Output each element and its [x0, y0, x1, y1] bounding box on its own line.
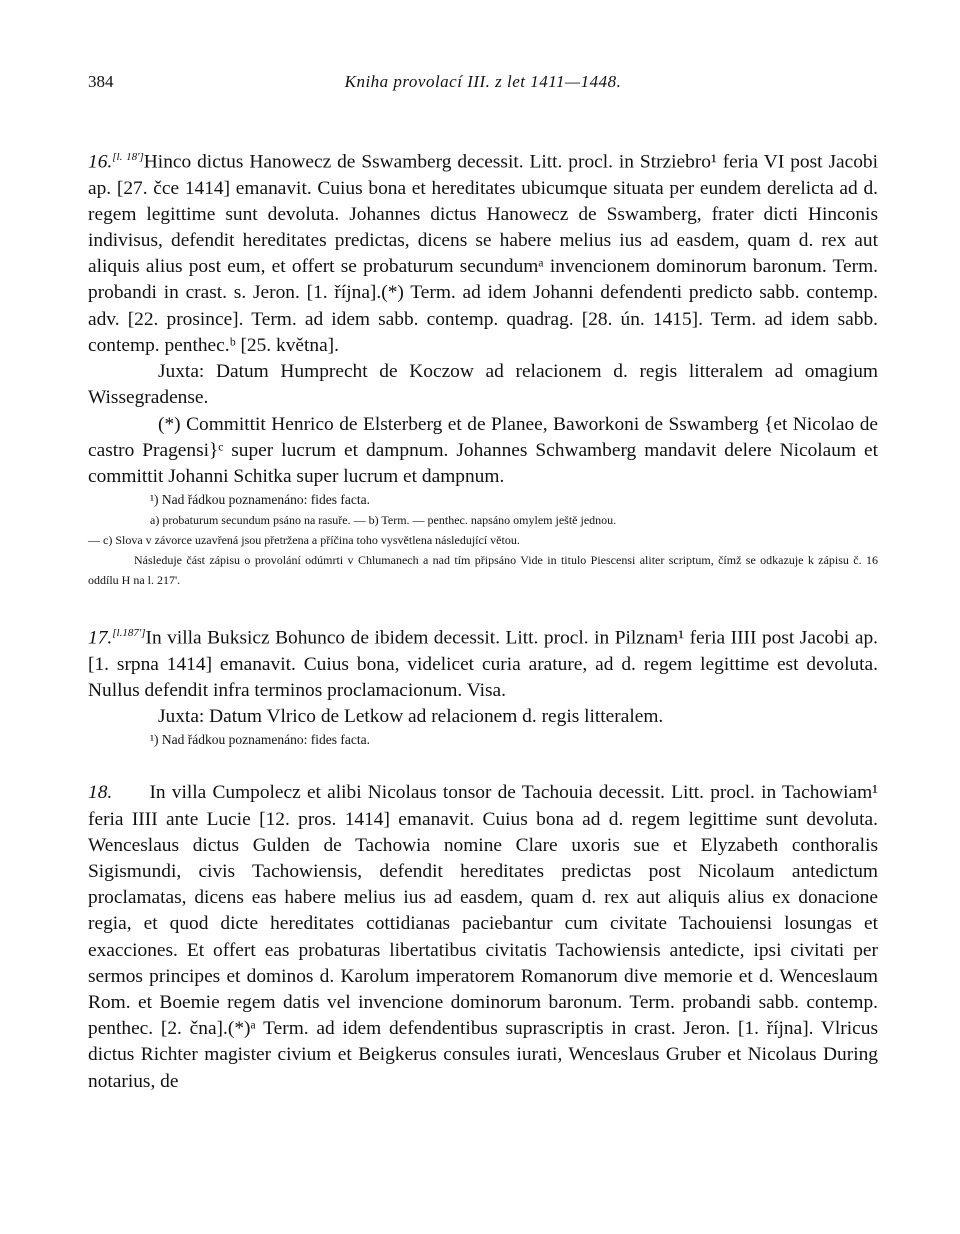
footnote-1: ¹) Nad řádkou poznamenáno: fides facta. — [150, 732, 370, 748]
footnote-c: — c) Slova v závorce uzavřená jsou přetržena a příčina toho vysvětlena následující větou. — [88, 533, 520, 548]
entry-17-text — [88, 620, 878, 704]
entry-body: In villa Buksicz Bohunco de ibidem decessit. Litt. procl. in Pilznam¹ feria IIII post Jacobi ap. [1. srpna 1414] emanavit. Cuius bona, videlicet curia arature, ad d. regem legittime est devoluta. Nullus defendit infra terminos proclamacionum. Visa. — [88, 627, 878, 701]
folio-ref: [l. 18'] — [112, 151, 144, 163]
footnote-a: a) probaturum secundum psáno na rasuře. — b) Term. — penthec. napsáno omylem ještě jednou. — [150, 513, 617, 528]
entry-number: 17. — [88, 627, 113, 649]
folio-ref: [l.187'] — [112, 627, 146, 640]
running-title: Kniha provolací III. z let 1411—1448. — [344, 72, 622, 91]
juxta-line: Juxta: Datum Vlrico de Letkow ad relacionem d. regis litteralem. — [158, 706, 664, 728]
star-note: (*) Committit Henrico de Elsterberg et de Planee, Baworkoni de Sswamberg {et Nicolao de castro Pragensi}ᶜ super lucrum et dampnum. Johannes Schwamberg mandavit delere Nicolaum et committit Johanni Schitka super lucrum et dampnum. — [88, 413, 878, 487]
entry-body: In villa Cumpolecz et alibi Nicolaus tonsor de Tachouia decessit. Litt. procl. in Tachowiam¹ feria IIII ante Lucie [12. pros. 1414] emanavit. Cuius bona ad d. regem legittime sunt devoluta. Wenceslaus dictus Gulden de Tachowia nomine Clare uxoris sue et Elyzabeth conthoralis Sigismundi, civis Tachowiensis, defendit hereditates predictas post Nicolaum antedictum proclamatas, dicens eas habere melius ius ad easdem, quam d. rex aut aliquis alius ex donacione regia, et quod dicte hereditates cottidianas paciebantur cum civitate Tachouiensi losungas et exacciones. Et offert eas probaturas libertatibus civitatis Tachowiensis antedicte, ipsi civitati per sermos principes et dominos d. Karolum imperatorem Romanorum dive memorie et d. Wenceslaum Rom. et Boemie regem datis vel invencione dominorum baronum. Term. probandi sabb. contemp. penthec. [2. čna].(*)ᵃ Term. ad idem defendentibus suprascriptis in crast. Jeron. [1. října]. Vlricus dictus Richter magister civium et Beigkerus consules iurati, Wenceslaus Gruber et Nicolaus During notarius, de — [88, 782, 878, 1092]
entry-16 — [88, 144, 878, 590]
page-number: 384 — [88, 72, 114, 91]
entry-number: 18. — [88, 782, 113, 804]
footnote-d: Následuje část zápisu o provolání odúmrti v Chlumanech a nad tím připsáno Vide in titulo Piescensi aliter scriptum, čímž se odkazuje k zápisu č. 16 oddílu H na l. 217'. — [88, 553, 878, 588]
entry-16-text — [88, 144, 878, 359]
page-header — [88, 72, 878, 96]
entry-body: Hinco dictus Hanowecz de Sswamberg decessit. Litt. procl. in Strziebro¹ feria VI post Jacobi ap. [27. čce 1414] emanavit. Cuius bona et hereditates ubicumque situata per eundem derelicta ad d. regem legittime sunt devoluta. Johannes dictus Hanowecz de Sswamberg, frater dicti Hinconis indivisus, defendit hereditates predictas, dicens se habere melius ius ad easdem, quam d. rex aut aliquis alius post eum, et offert se probaturum secundumᵃ invencionem dominorum baronum. Term. probandi in crast. s. Jeron. [1. října].(*) Term. ad idem Johanni defendenti predicto sabb. contemp. adv. [22. prosince]. Term. ad idem sabb. contemp. quadrag. [28. ún. 1415]. Term. ad idem sabb. contemp. penthec.ᵇ [25. května]. — [88, 151, 878, 356]
juxta-line: Juxta: Datum Humprecht de Koczow ad relacionem d. regis litteralem ad omagium Wissegradense. — [88, 361, 878, 409]
footnote-1: ¹) Nad řádkou poznamenáno: fides facta. — [150, 492, 370, 508]
entry-18 — [88, 780, 878, 1094]
entry-number: 16. — [88, 151, 113, 173]
document-page — [88, 72, 878, 1095]
entry-17 — [88, 620, 878, 750]
entry-18-text — [88, 780, 878, 1094]
